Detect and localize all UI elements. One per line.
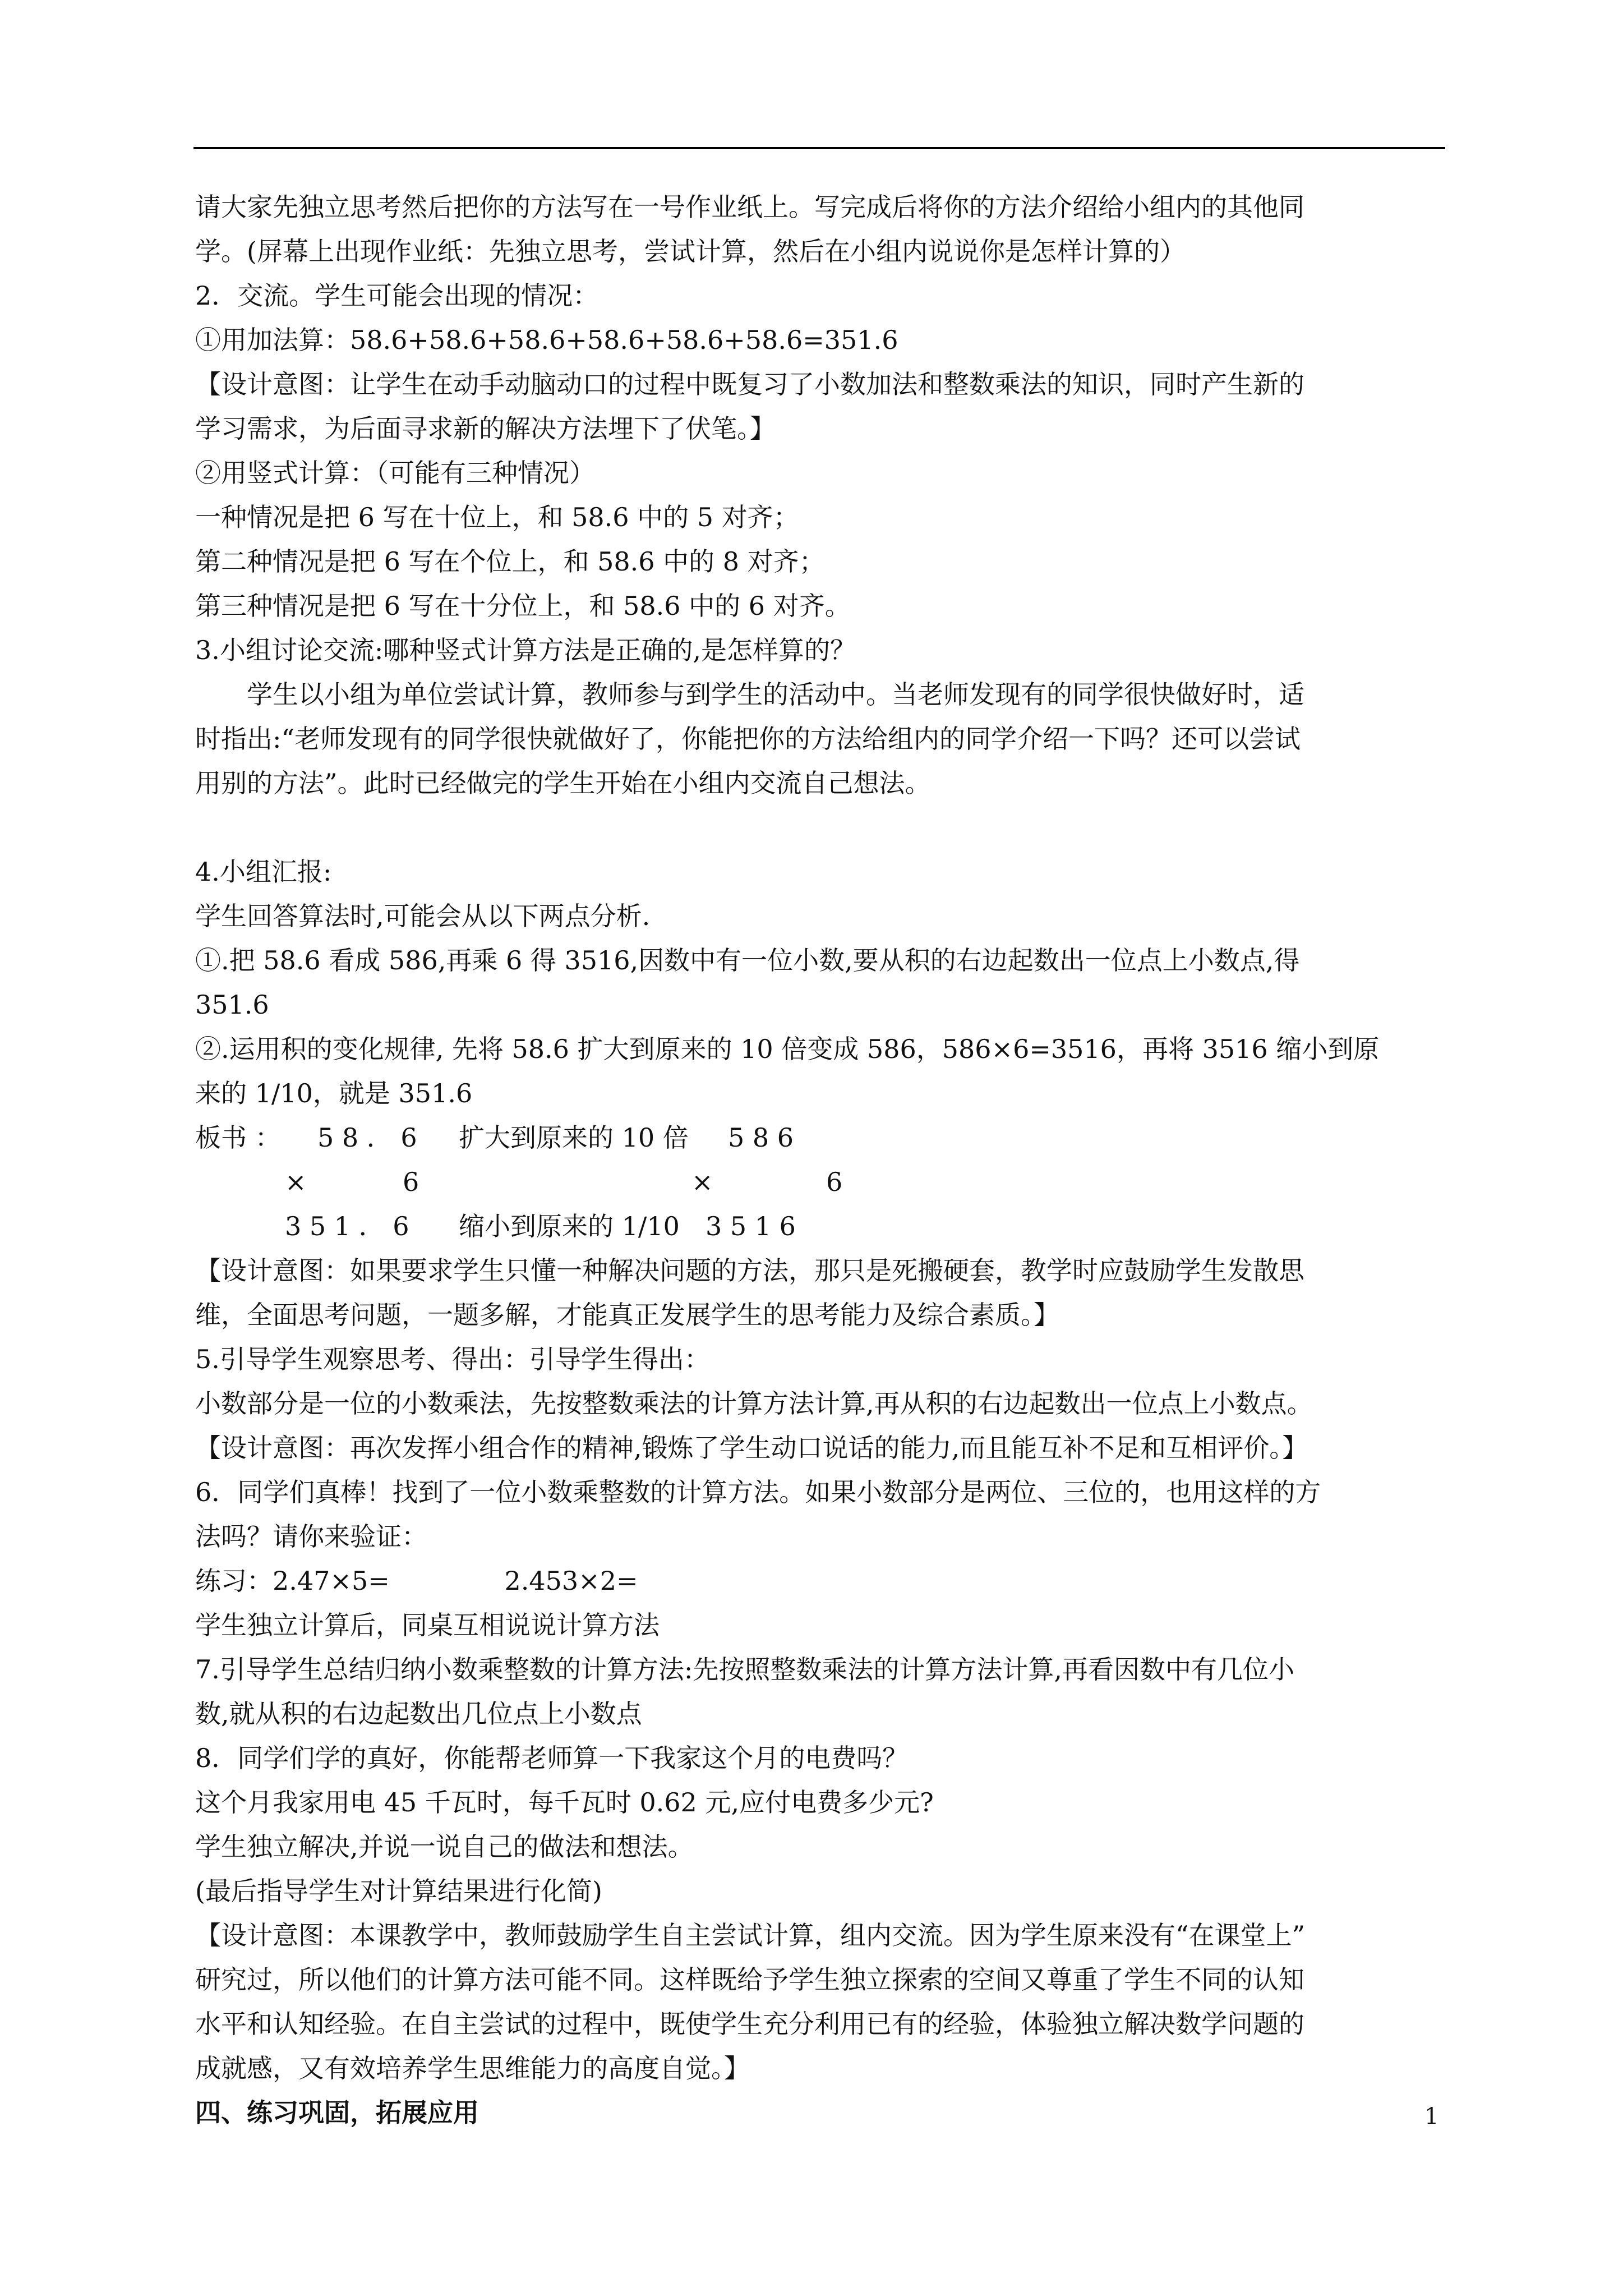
paragraph-line: 学。(屏幕上出现作业纸：先独立思考，尝试计算，然后在小组内说说你是怎样计算的） bbox=[195, 236, 1186, 266]
case-line: 第二种情况是把 6 写在个位上，和 58.6 中的 8 对齐； bbox=[195, 546, 825, 577]
board-factor: 5 8 6 bbox=[728, 1122, 794, 1153]
analysis-line: 来的 1/10，就是 351.6 bbox=[195, 1078, 473, 1108]
paragraph-line: 学生以小组为单位尝试计算，教师参与到学生的活动中。当老师发现有的同学很快做好时，适 bbox=[247, 679, 1304, 710]
board-row-3 bbox=[195, 1204, 1447, 1249]
design-intent-note: 【设计意图：再次发挥小组合作的精神,锻炼了学生动口说话的能力,而且能互补不足和互相评价。】 bbox=[195, 1433, 1308, 1463]
board-row-2 bbox=[195, 1160, 1447, 1204]
analysis-line: 351.6 bbox=[195, 990, 269, 1020]
case-line: 第三种情况是把 6 写在十分位上，和 58.6 中的 6 对齐。 bbox=[195, 591, 851, 621]
paragraph-line: 学生独立计算后，同桌互相说说计算方法 bbox=[195, 1610, 660, 1640]
board-product: 3 5 1 ． 6 bbox=[285, 1211, 409, 1241]
page-number: 1 bbox=[1424, 2104, 1439, 2129]
board-label: 板书 ： bbox=[195, 1122, 281, 1153]
board-factor: 6 bbox=[826, 1167, 843, 1197]
design-intent-note: 【设计意图：本课教学中，教师鼓励学生自主尝试计算，组内交流。因为学生原来没有“在课堂上” bbox=[195, 1920, 1306, 1950]
design-intent-note: 【设计意图：如果要求学生只懂一种解决问题的方法，那只是死搬硬套，教学时应鼓励学生发散思 bbox=[195, 1255, 1304, 1286]
paragraph-line: 小数部分是一位的小数乘法，先按整数乘法的计算方法计算,再从积的右边起数出一位点上小数点。 bbox=[195, 1388, 1313, 1419]
practice-line: 练习：2.47×5= 2.453×2= bbox=[195, 1566, 638, 1596]
document-body bbox=[195, 185, 1447, 2135]
paragraph-line: 请大家先独立思考然后把你的方法写在一号作业纸上。写完成后将你的方法介绍给小组内的其他同 bbox=[195, 192, 1304, 222]
blank-line bbox=[195, 806, 1447, 850]
design-intent-note: 成就感，又有效培养学生思维能力的高度自觉。】 bbox=[195, 2053, 750, 2083]
board-factor: 6 bbox=[403, 1167, 419, 1197]
board-product: 3 5 1 6 bbox=[706, 1211, 796, 1241]
section-heading: 4.小组汇报: bbox=[195, 857, 332, 887]
design-intent-note: 维，全面思考问题，一题多解，才能真正发展学生的思考能力及综合素质。】 bbox=[195, 1300, 1059, 1330]
method-addition: ①用加法算：58.6+58.6+58.6+58.6+58.6+58.6=351.6 bbox=[195, 325, 898, 355]
section-heading: 5.引导学生观察思考、得出：引导学生得出： bbox=[195, 1344, 710, 1374]
paragraph-line: 学生独立解决,并说一说自己的做法和想法。 bbox=[195, 1832, 694, 1862]
section-heading: 7.引导学生总结归纳小数乘整数的计算方法:先按照整数乘法的计算方法计算,再看因数中有几位小 bbox=[195, 1654, 1295, 1685]
case-line: 一种情况是把 6 写在十位上，和 58.6 中的 5 对齐； bbox=[195, 502, 799, 532]
method-vertical: ②用竖式计算：（可能有三种情况） bbox=[195, 458, 595, 488]
analysis-line: ①.把 58.6 看成 586,再乘 6 得 3516,因数中有一位小数,要从积的右边起数出一位点上小数点,得 bbox=[195, 945, 1300, 976]
analysis-line: ②.运用积的变化规律, 先将 58.6 扩大到原来的 10 倍变成 586，586×6=3516，再将 3516 缩小到原 bbox=[195, 1034, 1380, 1064]
paragraph-line: 时指出:“老师发现有的同学很快就做好了，你能把你的方法给组内的同学介绍一下吗？还可以尝试 bbox=[195, 724, 1301, 754]
paragraph-line: 法吗？请你来验证： bbox=[195, 1521, 427, 1552]
section-heading: 6．同学们真棒！找到了一位小数乘整数的计算方法。如果小数部分是两位、三位的，也用这样的方 bbox=[195, 1477, 1321, 1507]
header-rule bbox=[193, 147, 1445, 149]
section-heading: 2．交流。学生可能会出现的情况： bbox=[195, 280, 599, 311]
board-note: 扩大到原来的 10 倍 bbox=[459, 1122, 689, 1153]
board-operator: × bbox=[691, 1167, 713, 1197]
paragraph-line: (最后指导学生对计算结果进行化简) bbox=[195, 1876, 602, 1906]
design-intent-note: 研究过，所以他们的计算方法可能不同。这样既给予学生独立探索的空间又尊重了学生不同的认知 bbox=[195, 1964, 1304, 1995]
paragraph-line: 学生回答算法时,可能会从以下两点分析. bbox=[195, 901, 651, 931]
board-operator: × bbox=[285, 1167, 307, 1197]
board-factor: 5 8 ． 6 bbox=[317, 1122, 417, 1153]
problem-line: 这个月我家用电 45 千瓦时，每千瓦时 0.62 元,应付电费多少元? bbox=[195, 1787, 934, 1818]
board-row-1 bbox=[195, 1116, 1447, 1160]
design-intent-note: 学习需求，为后面寻求新的解决方法埋下了伏笔。】 bbox=[195, 413, 776, 444]
section-heading: 3.小组讨论交流:哪种竖式计算方法是正确的,是怎样算的？ bbox=[195, 635, 856, 665]
design-intent-note: 【设计意图：让学生在动手动脑动口的过程中既复习了小数加法和整数乘法的知识，同时产生新的 bbox=[195, 369, 1304, 399]
board-note: 缩小到原来的 1/10 bbox=[459, 1211, 680, 1241]
paragraph-line: 用别的方法”。此时已经做完的学生开始在小组内交流自己想法。 bbox=[195, 768, 931, 798]
section-title: 四、练习巩固，拓展应用 bbox=[195, 2097, 479, 2128]
design-intent-note: 水平和认知经验。在自主尝试的过程中，既使学生充分利用已有的经验，体验独立解决数学问题的 bbox=[195, 2009, 1304, 2039]
paragraph-line: 数,就从积的右边起数出几位点上小数点 bbox=[195, 1699, 642, 1729]
section-heading: 8．同学们学的真好，你能帮老师算一下我家这个月的电费吗？ bbox=[195, 1743, 909, 1773]
